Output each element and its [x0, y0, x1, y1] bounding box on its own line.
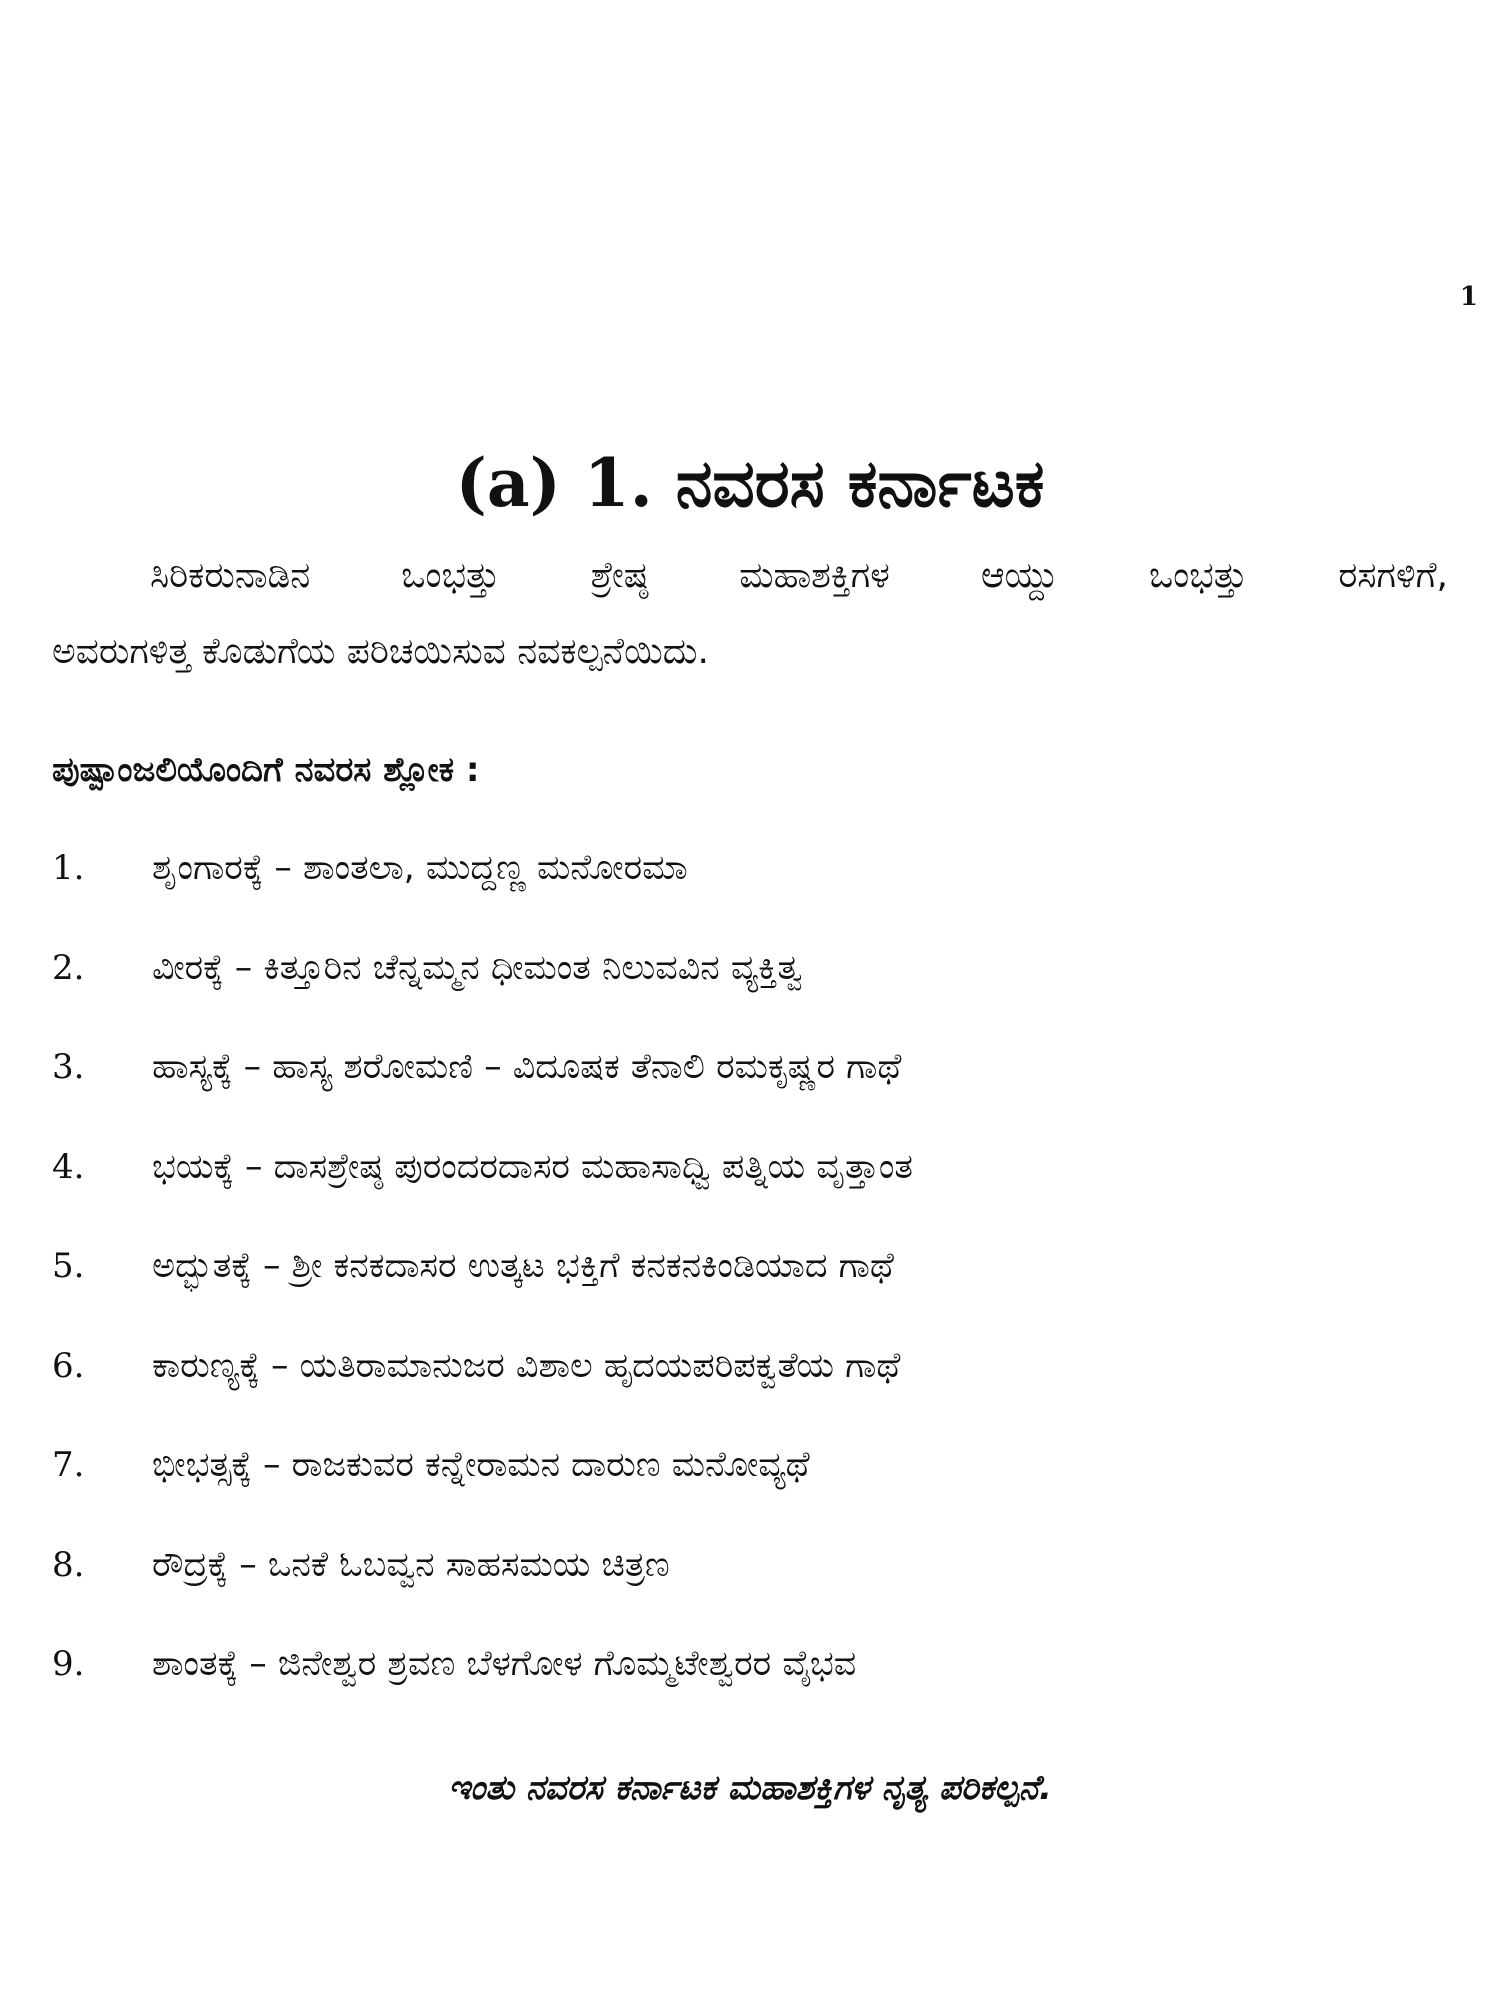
list-item-text: ವೀರಕ್ಕೆ – ಕಿತ್ತೂರಿನ ಚೆನ್ನಮ್ಮನ ಧೀಮಂತ ನಿಲುವವಿನ ವ್ಯಕ್ತಿತ್ವ: [152, 947, 803, 988]
title-prefix: (a) 1.: [455, 444, 653, 523]
list-item-text: ರೌದ್ರಕ್ಕೆ – ಒನಕೆ ಓಬವ್ವನ ಸಾಹಸಮಯ ಚಿತ್ರಣ: [152, 1544, 670, 1585]
list-item: [52, 1144, 1448, 1244]
list-item-number: 7.: [52, 1445, 85, 1485]
list-item-text: ಹಾಸ್ಯಕ್ಕೆ – ಹಾಸ್ಯ ಶರೋಮಣಿ – ವಿದೂಷಕ ತೆನಾಲಿ ರಮಕೃಷ್ಣರ ಗಾಥೆ: [152, 1047, 902, 1087]
closing-line: ಇಂತು ನವರಸ ಕರ್ನಾಟಕ ಮಹಾಶಕ್ತಿಗಳ ನೃತ್ಯ ಪರಿಕಲ್ಪನೆ.: [448, 1768, 1052, 1808]
list-item-text: ಕಾರುಣ್ಯಕ್ಕೆ – ಯತಿರಾಮಾನುಜರ ವಿಶಾಲ ಹೃದಯಪರಿಪಕ್ವತೆಯ ಗಾಥೆ: [152, 1345, 901, 1386]
list-item-text: ಶೃಂಗಾರಕ್ಕೆ – ಶಾಂತಲಾ, ಮುದ್ದಣ್ಣ ಮನೋರಮಾ: [152, 848, 688, 888]
list-item: [52, 1641, 1448, 1741]
list-item-text: ಭೀಭತ್ಸಕ್ಕೆ – ರಾಜಕುವರ ಕನ್ನೇರಾಮನ ದಾರುಣ ಮನೋವ್ಯಥೆ: [152, 1445, 810, 1485]
list-item-text: ಅದ್ಭುತಕ್ಕೆ – ಶ್ರೀ ಕನಕದಾಸರ ಉತ್ಕಟ ಭಕ್ತಿಗೆ ಕನಕನಕಿಂಡಿಯಾದ ಗಾಥೆ: [152, 1246, 894, 1286]
list-item-number: 1.: [52, 848, 85, 888]
list-item-number: 9.: [52, 1644, 85, 1684]
list-item-number: 4.: [52, 1146, 85, 1187]
list-item: [52, 1542, 1448, 1642]
list-item: [52, 945, 1448, 1045]
list-item-number: 3.: [52, 1047, 85, 1087]
list-item-number: 8.: [52, 1544, 85, 1585]
list-item: [52, 1044, 1448, 1144]
page-title: [0, 444, 1500, 524]
list-item-number: 6.: [52, 1345, 85, 1386]
list-item: [52, 1442, 1448, 1542]
list-item: [52, 845, 1448, 945]
section-heading: ಪುಷ್ಪಾಂಜಲಿಯೊಂದಿಗೆ ನವರಸ ಶ್ಲೋಕ :: [52, 750, 480, 790]
title-text: ನವರಸ ಕರ್ನಾಟಕ: [675, 445, 1045, 523]
intro-line-1: ಸಿರಿಕರುನಾಡಿನ ಒಂಭತ್ತು ಶ್ರೇಷ್ಠ ಮಹಾಶಕ್ತಿಗಳ ಆಯ್ದು ಒಂಭತ್ತು ರಸಗಳಿಗೆ,: [150, 555, 1448, 596]
page-number: 1: [1459, 282, 1478, 312]
list-item-text: ಭಯಕ್ಕೆ – ದಾಸಶ್ರೇಷ್ಠ ಪುರಂದರದಾಸರ ಮಹಾಸಾಧ್ವಿ ಪತ್ನಿಯ ವೃತ್ತಾಂತ: [152, 1146, 913, 1187]
intro-paragraph: [52, 538, 1448, 690]
list-item-number: 5.: [52, 1246, 85, 1286]
intro-line-2: ಅವರುಗಳಿತ್ತ ಕೊಡುಗೆಯ ಪರಿಚಯಿಸುವ ನವಕಲ್ಪನೆಯಿದು.: [52, 631, 709, 672]
list-item: [52, 1243, 1448, 1343]
list-item-text: ಶಾಂತಕ್ಕೆ – ಜಿನೇಶ್ವರ ಶ್ರವಣ ಬೆಳಗೋಳ ಗೊಮ್ಮಟೇಶ್ವರರ ವೈಭವ: [152, 1644, 857, 1684]
list-item: [52, 1343, 1448, 1443]
rasa-list: [52, 845, 1448, 1741]
list-item-number: 2.: [52, 947, 85, 988]
